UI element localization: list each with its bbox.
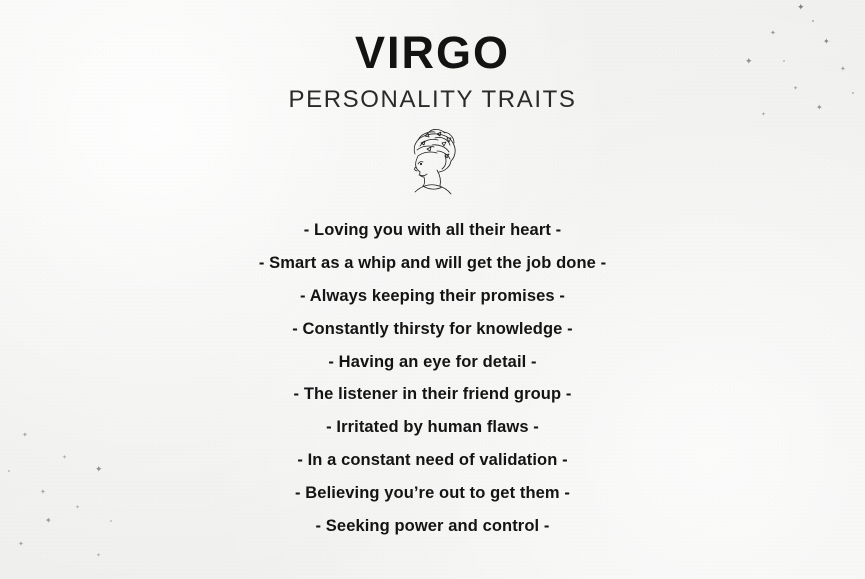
list-item: - Loving you with all their heart -: [303, 221, 562, 239]
star-icon: ✦: [823, 37, 830, 46]
list-item: - Irritated by human flaws -: [326, 418, 539, 437]
list-item: - Smart as a whip and will get the job done -: [258, 253, 607, 272]
list-item: - Constantly thirsty for knowledge -: [292, 319, 573, 338]
star-icon: ✦: [40, 488, 46, 496]
list-item: - The listener in their friend group -: [293, 385, 572, 404]
star-icon: ✦: [18, 540, 24, 548]
traits-list: [0, 222, 865, 551]
list-item: - Believing you’re out to get them -: [295, 484, 570, 503]
star-icon: ✦: [62, 454, 68, 461]
star-icon: ✦: [95, 465, 103, 475]
star-icon: ✦: [22, 431, 28, 439]
star-icon: ✦: [745, 57, 753, 67]
star-icon: ✦: [797, 3, 805, 13]
star-icon: ✦: [840, 65, 846, 73]
star-icon: ✦: [75, 504, 81, 511]
list-item: - In a constant need of validation -: [297, 451, 568, 470]
virgo-maiden-icon: [385, 126, 481, 198]
star-icon: ✦: [816, 103, 823, 112]
page-title: VIRGO: [354, 27, 511, 78]
page-subtitle: PERSONALITY TRAITS: [288, 86, 577, 113]
list-item: - Having an eye for detail -: [328, 352, 537, 371]
list-item: - Seeking power and control -: [315, 517, 550, 536]
star-icon: ✦: [96, 552, 102, 559]
star-icon: ✦: [770, 29, 776, 37]
star-icon: ✦: [793, 85, 799, 92]
star-icon: ✦: [761, 111, 767, 118]
star-icon: ✦: [45, 516, 52, 525]
list-item: - Always keeping their promises -: [300, 286, 565, 305]
